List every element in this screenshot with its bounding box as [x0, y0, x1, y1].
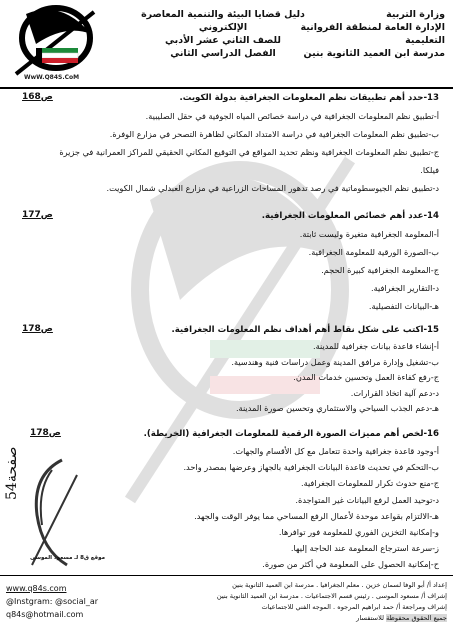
answer-line: د-توحيد العمل لرفع البيانات غير المتواجدة.	[295, 494, 439, 505]
side-page-number: صفحة54	[4, 446, 20, 500]
header-ministry	[295, 8, 445, 60]
answer-line: ب-التحكم في تحديث قاعدة البيانات الجغرافية بالجهاز وعرضها بمصدر واحد.	[183, 462, 439, 473]
page-reference: ص178	[30, 428, 61, 438]
answer-line: د-دعم آلية اتخاذ القرارات.	[350, 387, 439, 398]
credit-line: إشراف أ/ مسعود الموسى . رئيس قسم الاجتماعيات . مدرسة ابن العميد الثانوية بنين	[216, 592, 447, 600]
question-title: 16-لخص أهم مميزات الصورة الرقمية للمعلومات الجغرافية (الخريطة).	[143, 429, 439, 439]
answer-line: فيلكا.	[420, 165, 439, 175]
answer-line: أ-وجود قاعدة جغرافية واحدة تتعامل مع كل الأقسام والجهات.	[232, 446, 439, 456]
website-link[interactable]: www.q84s.com	[6, 584, 67, 593]
footer-contacts	[6, 582, 98, 621]
question-title: 15-اكتب على شكل نقاط أهم أهداف نظم المعلومات الجغرافية.	[171, 325, 439, 335]
answer-line: ب-تطبيق نظم المعلومات الجغرافية في دراسة الامتداد المكاني لظاهرة التصحر في مزارع الوفرة.	[109, 129, 439, 139]
answer-line: هـ-البيانات التفصيلية.	[368, 301, 439, 311]
credit-line: إعداد أ/ أبو الوفا لسمان خزين . معلم الجغرافيا . مدرسة ابن العميد الثانوية بنين	[232, 581, 447, 589]
answer-line: أ-المعلومة الجغرافية متغيرة وليست ثابتة.	[299, 229, 439, 239]
answer-line: أ-تطبيق نظم المعلومات الجغرافية في دراسة خصائص المياه الجوفية في حقل الصليبية.	[145, 111, 439, 121]
page-reference: ص178	[22, 324, 53, 334]
question-title: 14-عدد أهم خصائص المعلومات الجغرافية.	[261, 211, 439, 221]
answer-line: ج-منع حدوث تكرار للمعلومات الجغرافية.	[300, 478, 439, 489]
question-15	[22, 324, 439, 417]
answer-line: ح-إمكانية الحصول على المعلومة في أكثر من صورة.	[262, 559, 439, 570]
school-stamp	[22, 455, 82, 570]
answer-line: ج-المعلومة الجغرافية كبيرة الحجم.	[321, 265, 439, 275]
answer-line: هـ-دعم الجذب السياحي والاستثماري وتحسين صورة المدينة.	[235, 403, 439, 413]
stamp-caption: موقع ق8 لـ مسعود الموسى	[30, 555, 106, 561]
answer-line: د-تطبيق نظم الجيوسطوماتية في رصد تدهور المساحات الزراعية في مزارع العبدلي شمال الكويت.	[106, 183, 439, 193]
rights-label: جميع الحقوق محفوظة	[386, 614, 447, 622]
page-reference: ص168	[22, 92, 53, 102]
page-reference: ص177	[22, 210, 53, 220]
footer-divider	[0, 575, 453, 576]
answer-line: ب-تشغيل وإدارة مرافق المدينة وعمل دراسات فنية وهندسية.	[231, 356, 439, 367]
answer-line: و-إمكانية التخزين الفوري للمعلومة فور توافرها.	[278, 527, 439, 538]
header-line: مدرسة ابن العميد الثانوية بنين	[303, 48, 445, 59]
inquiry-label: للاستفسار	[356, 614, 385, 622]
answer-line: أ-إنشاء قاعدة بيانات جغرافية للمدينة.	[312, 341, 439, 351]
header-line: للصف الثاني عشر الأدبي	[165, 35, 281, 46]
header-line: وزارة التربية	[386, 9, 445, 20]
answer-line: د-التقارير الجغرافية.	[370, 283, 439, 293]
answer-line: ز-سرعة استرجاع المعلومة عند الحاجة إليها.	[290, 543, 439, 554]
header-line: دليل قضايا البيئة والتنمية المعاصرة الإلكتروني	[141, 9, 305, 33]
footer-credits	[127, 580, 447, 624]
header-line: الإدارة العامة لمنطقة الفروانية التعليمية	[300, 22, 445, 46]
answer-line: ج-رفع كفاءة العمل وتحسين خدمات المدن.	[293, 372, 439, 382]
header-course	[138, 8, 308, 60]
header-divider	[0, 87, 453, 89]
question-14	[22, 210, 439, 315]
brand-label: WwW.Q84S.CoM	[24, 74, 80, 81]
answer-line: ب-الصورة الورقية للمعلومة الجغرافية.	[308, 247, 439, 257]
ministry-logo	[6, 4, 106, 84]
answer-line: هـ-الالتزام بقواعد موحدة لأعمال الرفع المساحي مما يوفر الوقت والجهد.	[194, 510, 439, 521]
email-link[interactable]: q84s@hotmail.com	[6, 610, 84, 619]
question-16	[30, 428, 439, 573]
header-line: الفصل الدراسي الثاني	[170, 48, 276, 59]
question-13	[22, 92, 439, 197]
answer-line: ج-تطبيق نظم المعلومات الجغرافية ونظم تحديد المواقع في التوقيع المكاني الحقيقي للمراكز العمرانية في جزيرة	[59, 147, 439, 157]
credit-line: إشراف ومراجعة أ/ حمد ابراهيم المرجوه . الموجه الفني للاجتماعيات	[261, 603, 447, 611]
instagram-handle[interactable]: @Instgram: @social_ar	[6, 597, 99, 606]
question-title: 13-حدد أهم تطبيقات نظم المعلومات الجغرافية بدولة الكويت.	[179, 93, 439, 103]
